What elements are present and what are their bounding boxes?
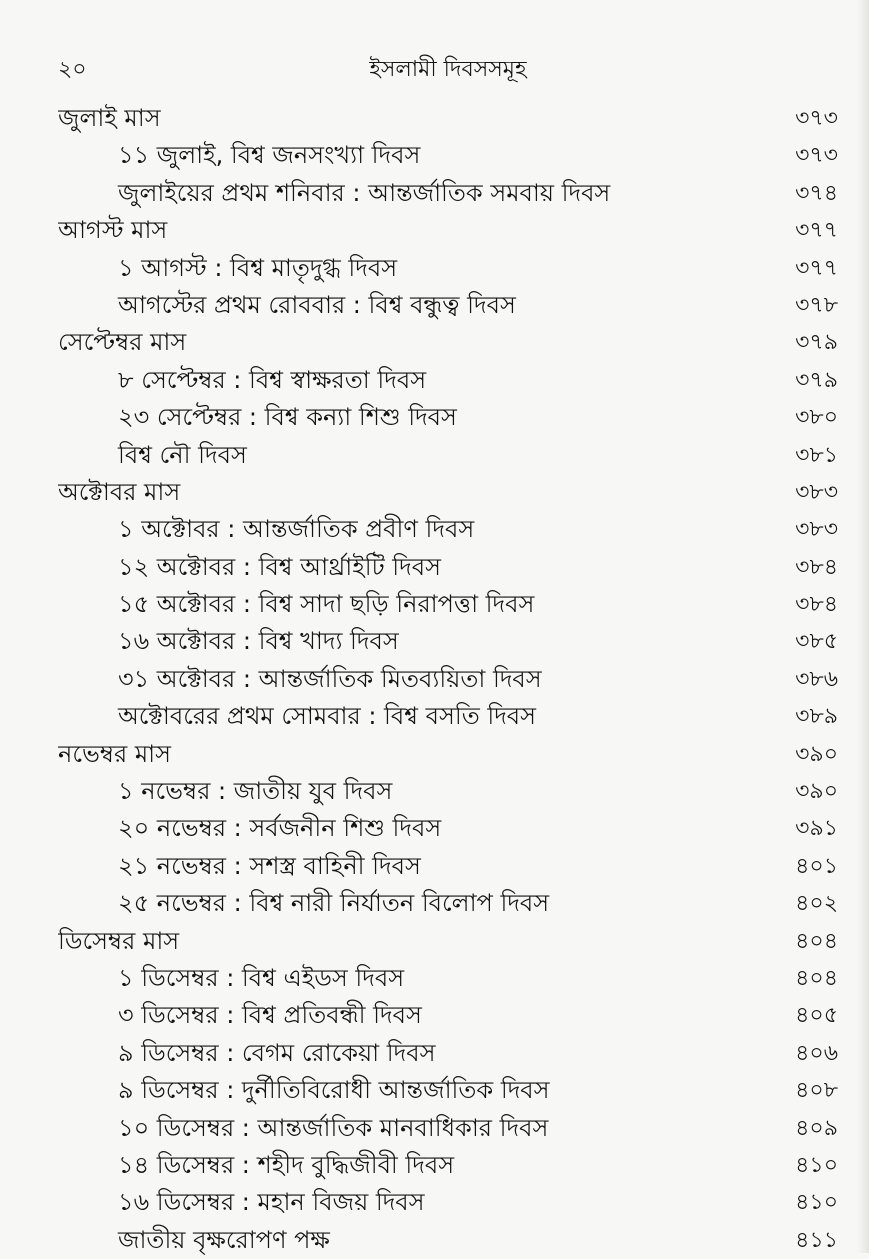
toc-entry-text: জুলাইয়ের প্রথম শনিবার : আন্তর্জাতিক সমবায় দিবস: [118, 178, 611, 207]
toc-entry-text: ২০ নভেম্বর : সর্বজনীন শিশু দিবস: [118, 814, 442, 843]
toc-entry: [58, 960, 838, 997]
page-number: ২০: [58, 57, 87, 82]
toc-page-number: ৪০১: [795, 853, 838, 879]
toc-page-number: ৪০৬: [795, 1040, 838, 1066]
toc-page-number: ৩৯১: [795, 816, 838, 842]
toc-entry: [58, 1072, 838, 1109]
toc-entry-text: ৩১ অক্টোবর : আন্তর্জাতিক মিতব্যয়িতা দিবস: [118, 664, 542, 693]
toc-entry-text: নভেম্বর মাস: [58, 739, 171, 768]
toc-page-number: ৩৯০: [795, 779, 838, 805]
toc-page-number: ৪০৮: [795, 1078, 838, 1104]
toc-entry: [58, 810, 838, 847]
toc-page-number: ৩৯০: [795, 741, 838, 767]
toc-page-number: ৩৮০: [795, 405, 838, 431]
toc-entry-text: ৮ সেপ্টেম্বর : বিশ্ব স্বাক্ষরতা দিবস: [118, 365, 427, 394]
toc-entry-text: ৯ ডিসেম্বর : দুর্নীতিবিরোধী আন্তর্জাতিক দিবস: [118, 1076, 550, 1105]
toc-page-number: ৪০৪: [795, 928, 838, 954]
toc-entry-text: জাতীয় বৃক্ষরোপণ পক্ষ: [118, 1225, 330, 1254]
toc-page-number: ৩৮৪: [795, 592, 838, 618]
toc-page-number: ৩৭৮: [795, 292, 838, 318]
toc-page-number: ৪০২: [795, 891, 838, 917]
running-title: ইসলামী দিবসসমূহ: [369, 57, 527, 82]
toc-entry-text: ১ ডিসেম্বর : বিশ্ব এইডস দিবস: [118, 963, 405, 992]
toc-entry: [58, 661, 838, 698]
table-of-contents: [58, 100, 838, 1259]
toc-section-heading: [58, 324, 838, 361]
toc-entry: [58, 1184, 838, 1221]
page-header: [58, 52, 838, 88]
toc-entry-text: ৩ ডিসেম্বর : বিশ্ব প্রতিবন্ধী দিবস: [118, 1001, 422, 1030]
toc-entry-text: জুলাই মাস: [58, 104, 161, 132]
toc-entry: [58, 250, 838, 287]
toc-page-number: ৪১১: [795, 1227, 838, 1253]
toc-entry-text: ১৬ ডিসেম্বর : মহান বিজয় দিবস: [118, 1188, 425, 1217]
toc-entry-text: ১৬ অক্টোবর : বিশ্ব খাদ্য দিবস: [118, 627, 399, 656]
toc-page-number: ৩৭৭: [795, 218, 838, 244]
toc-entry: [58, 362, 838, 399]
toc-page-number: ৩৭৯: [795, 367, 838, 393]
toc-entry-text: অক্টোবরের প্রথম সোমবার : বিশ্ব বসতি দিবস: [118, 702, 537, 731]
toc-entry: [58, 287, 838, 324]
toc-entry: [58, 511, 838, 548]
toc-entry-text: ১৫ অক্টোবর : বিশ্ব সাদা ছড়ি নিরাপত্তা দিবস: [118, 590, 535, 619]
toc-page-number: ৩৭৩: [795, 143, 838, 169]
toc-page-number: ৪০৪: [795, 965, 838, 991]
toc-entry-text: সেপ্টেম্বর মাস: [58, 328, 187, 357]
toc-page-number: ৪১০: [795, 1190, 838, 1216]
toc-entry: [58, 1147, 838, 1184]
toc-section-heading: [58, 923, 838, 960]
toc-page-number: ৪০৯: [795, 1115, 838, 1141]
toc-page-number: ৩৮৯: [795, 704, 838, 730]
toc-entry-text: ডিসেম্বর মাস: [58, 926, 180, 955]
toc-page-number: ৩৮১: [795, 442, 838, 468]
toc-entry-text: বিশ্ব নৌ দিবস: [118, 440, 247, 469]
toc-entry: [58, 1110, 838, 1147]
toc-page-number: ৪১০: [795, 1152, 838, 1178]
toc-entry-text: ২৫ নভেম্বর : বিশ্ব নারী নির্যাতন বিলোপ দিবস: [118, 889, 550, 918]
toc-section-heading: [58, 212, 838, 249]
toc-entry-text: অক্টোবর মাস: [58, 477, 181, 506]
toc-page-number: ৩৮৫: [795, 629, 838, 655]
page-edge-shadow: [857, 0, 869, 1253]
toc-entry-text: ২১ নভেম্বর : সশস্ত্র বাহিনী দিবস: [118, 851, 421, 880]
toc-entry-text: ২৩ সেপ্টেম্বর : বিশ্ব কন্যা শিশু দিবস: [118, 403, 457, 432]
toc-entry: [58, 997, 838, 1034]
toc-entry: [58, 399, 838, 436]
toc-entry: [58, 586, 838, 623]
toc-page-number: ৩৭৪: [795, 180, 838, 206]
toc-page-number: ৩৮৪: [795, 554, 838, 580]
toc-section-heading: [58, 736, 838, 773]
toc-entry: [58, 885, 838, 922]
toc-page-number: ৩৭৭: [795, 255, 838, 281]
toc-page-number: ৩৮৩: [795, 517, 838, 543]
toc-entry-text: ১৪ ডিসেম্বর : শহীদ বুদ্ধিজীবী দিবস: [118, 1150, 455, 1179]
toc-page-number: ৩৮৬: [795, 666, 838, 692]
toc-entry: [58, 773, 838, 810]
toc-entry-text: ১১ জুলাই, বিশ্ব জনসংখ্যা দিবস: [118, 141, 421, 170]
toc-entry: [58, 1222, 838, 1259]
toc-section-heading: [58, 474, 838, 511]
toc-entry-text: ১ অক্টোবর : আন্তর্জাতিক প্রবীণ দিবস: [118, 515, 475, 544]
toc-entry-text: ১২ অক্টোবর : বিশ্ব আর্থ্রাইটি দিবস: [118, 552, 441, 581]
toc-entry: [58, 137, 838, 174]
toc-entry-text: আগস্টের প্রথম রোববার : বিশ্ব বন্ধুত্ব দিবস: [118, 290, 516, 319]
toc-entry: [58, 623, 838, 660]
toc-entry: [58, 437, 838, 474]
toc-page-number: ৩৭৯: [795, 330, 838, 356]
toc-entry: [58, 698, 838, 735]
toc-page-number: ৩৮৩: [795, 479, 838, 505]
toc-entry: [58, 848, 838, 885]
toc-entry-text: ১০ ডিসেম্বর : আন্তর্জাতিক মানবাধিকার দিবস: [118, 1113, 549, 1142]
toc-entry-text: ১ নভেম্বর : জাতীয় যুব দিবস: [118, 777, 393, 806]
toc-entry-text: ১ আগস্ট : বিশ্ব মাতৃদুগ্ধ দিবস: [118, 253, 398, 282]
toc-section-heading: [58, 100, 838, 137]
toc-entry-text: ৯ ডিসেম্বর : বেগম রোকেয়া দিবস: [118, 1038, 436, 1067]
toc-page-number: ৪০৫: [795, 1003, 838, 1029]
toc-entry: [58, 175, 838, 212]
toc-entry-text: আগস্ট মাস: [58, 216, 168, 245]
toc-entry: [58, 1035, 838, 1072]
toc-entry: [58, 549, 838, 586]
toc-page-number: ৩৭৩: [795, 106, 838, 131]
